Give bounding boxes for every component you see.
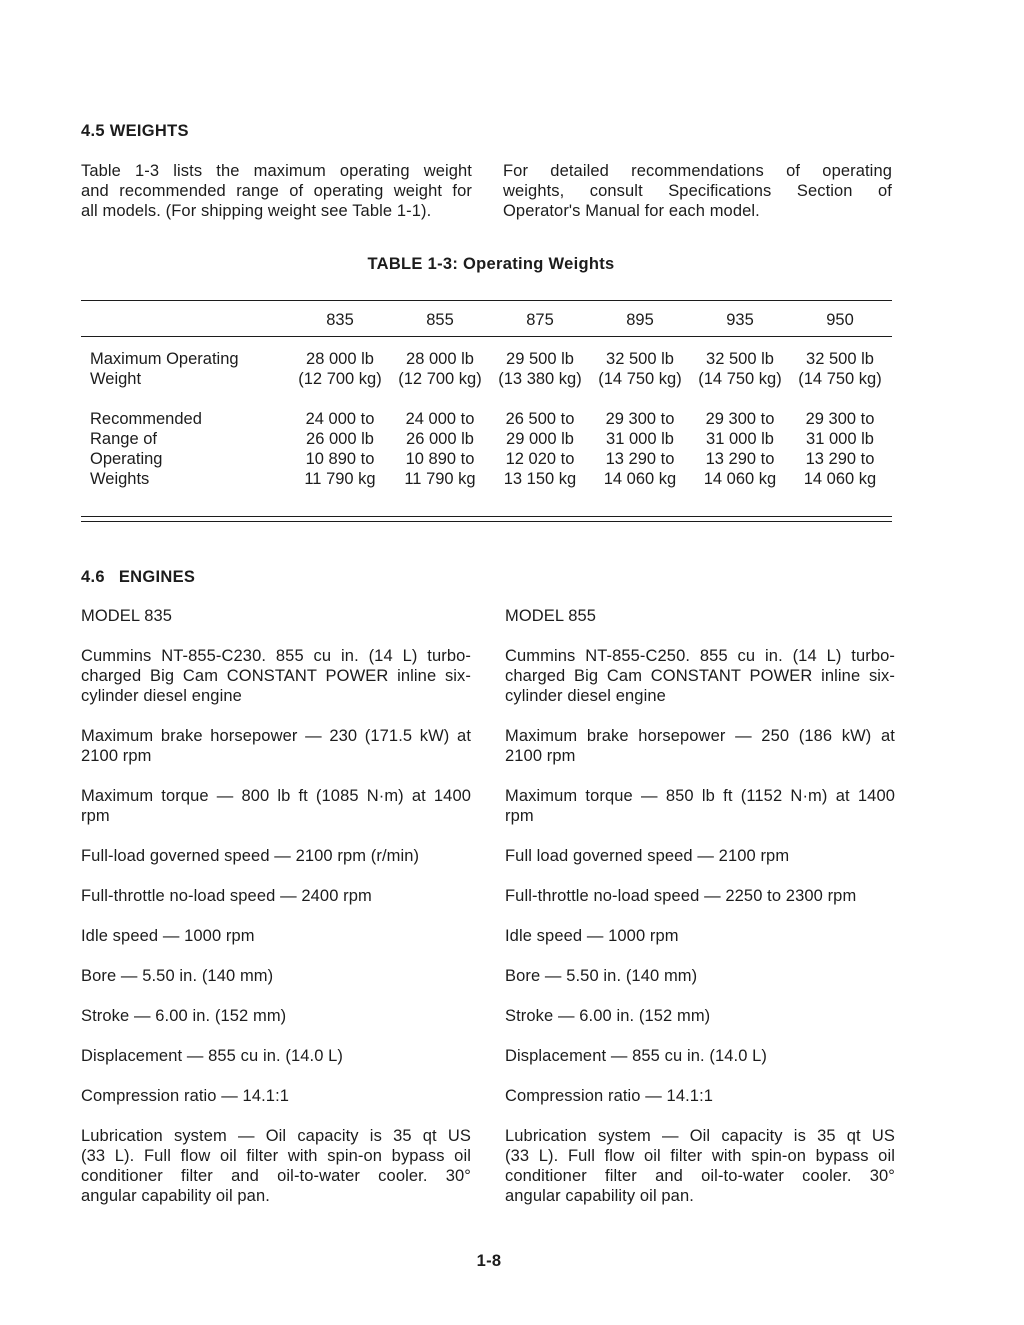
table-cell xyxy=(790,409,890,489)
cell-line: 24 000 to xyxy=(405,410,475,428)
table-cell xyxy=(690,409,790,489)
table-bottom-rule xyxy=(81,516,892,517)
text-line: angular capability oil pan. xyxy=(81,1187,270,1205)
table-cell xyxy=(590,409,690,489)
table-cell xyxy=(290,409,390,489)
table-cell xyxy=(390,409,490,489)
cell-line: (14 750 kg) xyxy=(798,370,882,388)
text-line: Cummins NT-855-C230. 855 cu in. (14 L) turbo- xyxy=(81,647,471,665)
cell-line: (12 700 kg) xyxy=(298,370,382,388)
text-line: Recommended xyxy=(90,410,202,428)
text-line: Lubrication system — Oil capacity is 35 qt US xyxy=(505,1127,895,1145)
table-cell xyxy=(590,349,690,389)
cell-line: 26 000 lb xyxy=(406,430,474,448)
noload-speed-spec: Full-throttle no-load speed — 2250 to 2300 rpm xyxy=(505,887,857,905)
cell-line: 26 000 lb xyxy=(306,430,374,448)
compression-spec: Compression ratio — 14.1:1 xyxy=(81,1087,290,1105)
table-cell xyxy=(490,409,590,489)
cell-line: 32 500 lb xyxy=(706,350,774,368)
cell-line: 14 060 kg xyxy=(803,470,877,488)
column-header-875: 875 xyxy=(526,311,554,329)
cell-line: 11 790 kg xyxy=(304,470,376,488)
table-caption: TABLE 1-3: Operating Weights xyxy=(367,255,615,273)
text-line: cylinder diesel engine xyxy=(81,687,242,705)
engine-description xyxy=(505,646,895,706)
cell-line: 31 000 lb xyxy=(606,430,674,448)
stroke-spec: Stroke — 6.00 in. (152 mm) xyxy=(81,1007,287,1025)
text-line: charged Big Cam CONSTANT POWER inline six- xyxy=(505,667,895,685)
heading-number: 4.6 xyxy=(81,568,105,586)
cell-line: 28 000 lb xyxy=(306,350,374,368)
cell-line: (13 380 kg) xyxy=(498,370,582,388)
table-top-rule xyxy=(81,300,892,301)
cell-line: 13 290 to xyxy=(705,450,775,468)
cell-line: 13 150 kg xyxy=(503,470,577,488)
compression-spec: Compression ratio — 14.1:1 xyxy=(505,1087,714,1105)
cell-line: (14 750 kg) xyxy=(598,370,682,388)
text-line: Operator's Manual for each model. xyxy=(503,202,760,220)
section-heading-engines xyxy=(81,568,195,587)
column-header-855: 855 xyxy=(426,311,454,329)
heading-text: ENGINES xyxy=(118,568,196,586)
text-line: Maximum brake horsepower — 250 (186 kW) at xyxy=(505,727,895,745)
cell-line: 14 060 kg xyxy=(703,470,777,488)
displacement-spec: Displacement — 855 cu in. (14.0 L) xyxy=(81,1047,344,1065)
cell-line: 14 060 kg xyxy=(603,470,677,488)
torque-spec xyxy=(81,786,471,826)
lubrication-spec xyxy=(81,1126,471,1206)
engine-spec-855 xyxy=(505,606,895,1206)
column-header-935: 935 xyxy=(726,311,754,329)
text-line: Table 1-3 lists the maximum operating weight xyxy=(81,162,472,180)
text-line: Maximum Operating xyxy=(90,350,239,368)
cell-line: 29 300 to xyxy=(805,410,875,428)
text-line: angular capability oil pan. xyxy=(505,1187,694,1205)
cell-line: 28 000 lb xyxy=(406,350,474,368)
table-cell xyxy=(290,349,390,389)
cell-line: (14 750 kg) xyxy=(698,370,782,388)
text-line: Lubrication system — Oil capacity is 35 qt US xyxy=(81,1127,471,1145)
noload-speed-spec: Full-throttle no-load speed — 2400 rpm xyxy=(81,887,372,905)
model-title: MODEL 855 xyxy=(505,607,597,625)
text-line: Operating xyxy=(90,450,163,468)
column-header-835: 835 xyxy=(326,311,354,329)
table-cell xyxy=(690,349,790,389)
engine-spec-835 xyxy=(81,606,471,1206)
cell-line: 31 000 lb xyxy=(806,430,874,448)
table-header-rule xyxy=(81,336,892,337)
stroke-spec: Stroke — 6.00 in. (152 mm) xyxy=(505,1007,711,1025)
section-heading-weights: 4.5 WEIGHTS xyxy=(81,122,189,140)
governed-speed-spec: Full-load governed speed — 2100 rpm (r/min) xyxy=(81,847,420,865)
cell-line: 26 500 to xyxy=(505,410,575,428)
text-line: (33 L). Full flow oil filter with spin-on bypass oil xyxy=(81,1147,471,1165)
text-line: Cummins NT-855-C250. 855 cu in. (14 L) turbo- xyxy=(505,647,895,665)
row-label-max-operating xyxy=(90,349,239,389)
text-line: Weights xyxy=(90,470,150,488)
table-cell xyxy=(490,349,590,389)
cell-line: 13 290 to xyxy=(805,450,875,468)
text-line: For detailed recommendations of operating xyxy=(503,162,892,180)
text-line: 2100 rpm xyxy=(81,747,152,765)
text-line: Maximum torque — 800 lb ft (1085 N·m) at 1400 xyxy=(81,787,471,805)
text-line: rpm xyxy=(505,807,534,825)
text-line: charged Big Cam CONSTANT POWER inline six- xyxy=(81,667,471,685)
table-cell xyxy=(390,349,490,389)
weights-intro-left xyxy=(81,161,472,221)
bore-spec: Bore — 5.50 in. (140 mm) xyxy=(505,967,698,985)
bore-spec: Bore — 5.50 in. (140 mm) xyxy=(81,967,274,985)
horsepower-spec xyxy=(81,726,471,766)
cell-line: 29 500 lb xyxy=(506,350,574,368)
text-line: and recommended range of operating weight for xyxy=(81,182,472,200)
text-line: conditioner filter and oil-to-water cooler. 30° xyxy=(505,1167,895,1185)
text-line: weights, consult Specifications Section of xyxy=(503,182,892,200)
text-line: Maximum torque — 850 lb ft (1152 N·m) at 1400 xyxy=(505,787,895,805)
governed-speed-spec: Full load governed speed — 2100 rpm xyxy=(505,847,790,865)
engine-description xyxy=(81,646,471,706)
cell-line: 29 300 to xyxy=(705,410,775,428)
row-label-recommended xyxy=(90,409,202,489)
lubrication-spec xyxy=(505,1126,895,1206)
cell-line: 13 290 to xyxy=(605,450,675,468)
idle-speed-spec: Idle speed — 1000 rpm xyxy=(505,927,679,945)
text-line: Weight xyxy=(90,370,142,388)
text-line: Range of xyxy=(90,430,157,448)
column-header-950: 950 xyxy=(826,311,854,329)
horsepower-spec xyxy=(505,726,895,766)
text-line: conditioner filter and oil-to-water cooler. 30° xyxy=(81,1167,471,1185)
cell-line: (12 700 kg) xyxy=(398,370,482,388)
cell-line: 24 000 to xyxy=(305,410,375,428)
cell-line: 10 890 to xyxy=(305,450,375,468)
text-line: all models. (For shipping weight see Table 1-1). xyxy=(81,202,432,220)
weights-intro-right xyxy=(503,161,892,221)
column-header-895: 895 xyxy=(626,311,654,329)
cell-line: 29 300 to xyxy=(605,410,675,428)
cell-line: 11 790 kg xyxy=(404,470,476,488)
text-line: Maximum brake horsepower — 230 (171.5 kW) at xyxy=(81,727,471,745)
cell-line: 29 000 lb xyxy=(506,430,574,448)
text-line: rpm xyxy=(81,807,110,825)
page-number: 1-8 xyxy=(476,1252,502,1270)
cell-line: 10 890 to xyxy=(405,450,475,468)
cell-line: 32 500 lb xyxy=(806,350,874,368)
idle-speed-spec: Idle speed — 1000 rpm xyxy=(81,927,255,945)
cell-line: 32 500 lb xyxy=(606,350,674,368)
model-title: MODEL 835 xyxy=(81,607,173,625)
text-line: 2100 rpm xyxy=(505,747,576,765)
table-cell xyxy=(790,349,890,389)
cell-line: 12 020 to xyxy=(505,450,575,468)
table-bottom-rule xyxy=(81,521,892,522)
text-line: (33 L). Full flow oil filter with spin-on bypass oil xyxy=(505,1147,895,1165)
text-line: cylinder diesel engine xyxy=(505,687,666,705)
torque-spec xyxy=(505,786,895,826)
displacement-spec: Displacement — 855 cu in. (14.0 L) xyxy=(505,1047,768,1065)
cell-line: 31 000 lb xyxy=(706,430,774,448)
